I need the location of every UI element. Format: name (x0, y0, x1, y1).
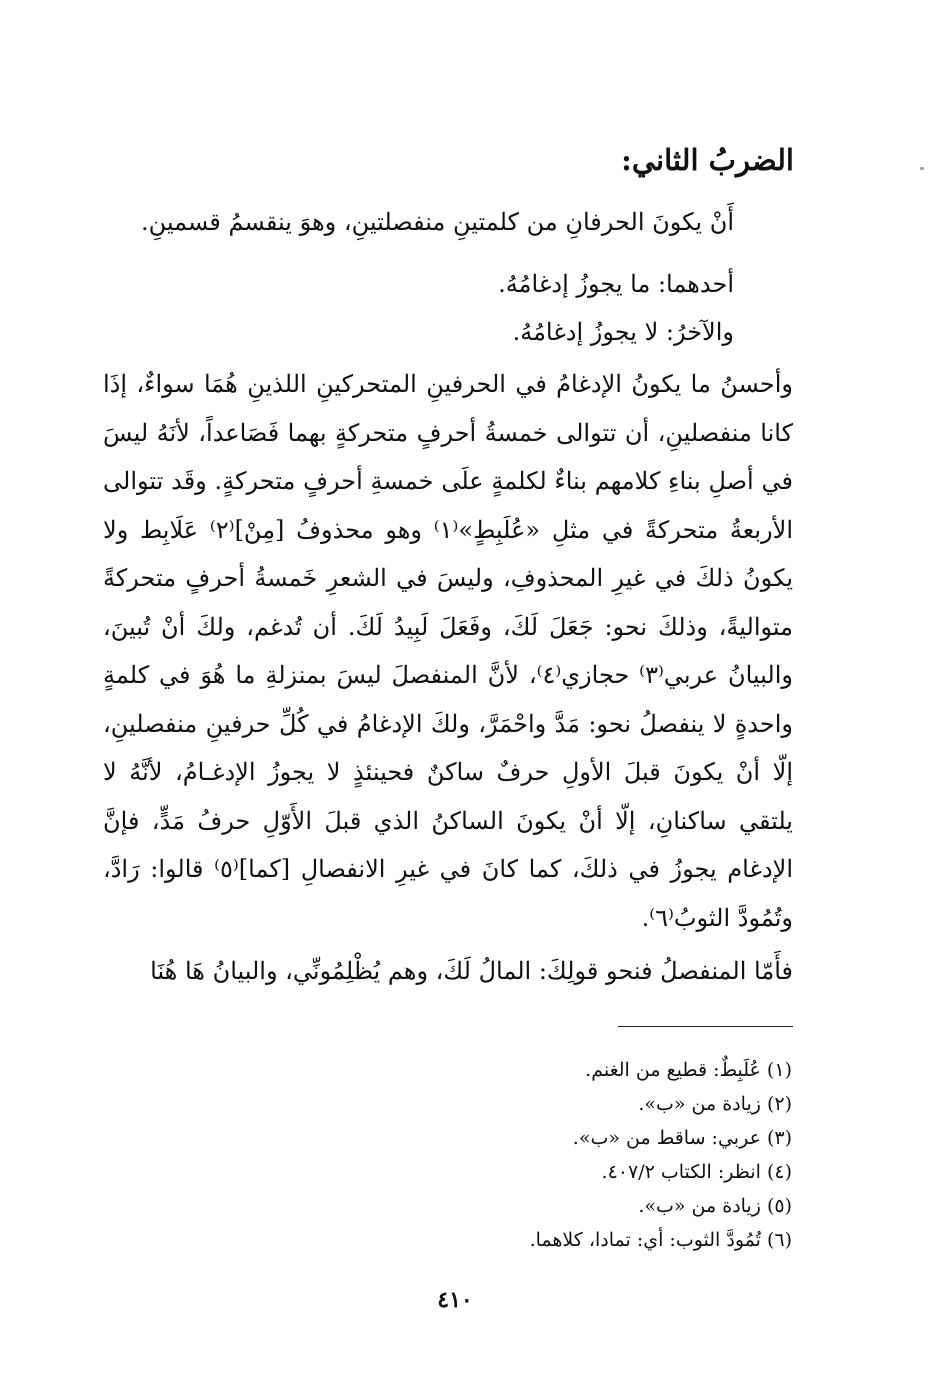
page-number: ٤١٠ (437, 1287, 473, 1313)
scan-speck (920, 167, 924, 170)
body-paragraph-main: وأحسنُ ما يكونُ الإدغامُ في الحرفينِ المتحركينِ اللذينِ هُمَا سواءٌ، إذَا كانا منفصلينِ، أن تتوالى خمسةُ أحرفٍ متحركةٍ بهما فَصَاعداً، لأنَهُ ليسَ في أصلِ بناءِ كلامهم بناءٌ لكلمةٍ علَى خمسةِ أحرفٍ متحركةٍ. وقَد تتوالى الأربعةُ متحركةً في مثلِ «عُلَبِطٍ»⁽١⁾ وهو محذوفُ [مِنْ]⁽٢⁾ عَلَابِط ولا يكونُ ذلكَ في غيرِ المحذوفِ، وليسَ في الشعرِ خَمسةُ أحرفٍ متحركةً متواليةً، وذلكَ نحو: جَعَلَ لَكَ، وفَعَلَ لَبِيدُ لَكَ. أن تُدغم، ولكَ أنْ تُبينَ، والبيانُ عربي⁽٣⁾ حجازي⁽٤⁾، لأنَّ المنفصلَ ليسَ بمنزلةِ ما هُوَ في كلمةٍ واحدةٍ لا ينفصلُ نحو: مَدَّ واحْمَرَّ، ولكَ الإدغامُ في كُلِّ حرفينِ منفصلينِ، إلّا أنْ يكونَ قبلَ الأولِ حرفٌ ساكنٌ فحينئذٍ لا يجوزُ الإدغـامُ، لأنَّهُ لا يلتقي ساكنانِ، إلّا أنْ يكونَ الساكنُ الذي قبلَ الأَوّلِ حرفُ مَدٍّ، فإنَّ الإدغام يجوزُ في ذلكَ، كما كانَ في غيرِ الانفصالِ [كما]⁽٥⁾ قالوا: رَادَّ، وتُمُودَّ الثوبُ⁽٦⁾. (103, 370, 794, 932)
footnote-item: (٢) زيادة من «ب». (638, 1093, 792, 1115)
footnote-divider (618, 1026, 793, 1027)
footnote-item: (٥) زيادة من «ب». (638, 1195, 792, 1217)
intro-line: أَنْ يكونَ الحرفانِ من كلمتينِ منفصلتينِ، وهوَ ينقسمُ قسمينِ. (140, 208, 734, 236)
list-item-second: والآخرُ: لا يجوزُ إدغامُهُ. (512, 318, 734, 346)
footnote-item: (٣) عربي: ساقط من «ب». (572, 1127, 792, 1149)
section-heading: الضربُ الثاني: (621, 143, 794, 177)
footnotes-list (232, 1053, 792, 1257)
footnote-item: (١) عُلَبِطٌ: قطيع من الغنم. (585, 1059, 792, 1081)
body-paragraph-continued: فأَمّا المنفصلُ فنحو قولِكَ: المالُ لَكَ، وهم يُظْلِمُونِّي، والبيانُ هَا هُنَا (150, 957, 793, 985)
footnote-item: (٦) تُمُودَّ الثوب: أي: تمادا، كلاهما. (529, 1229, 792, 1251)
list-item-first: أحدهما: ما يجوزُ إدغامُهُ. (498, 270, 734, 298)
footnote-item: (٤) انظر: الكتاب ٤٠٧/٢. (601, 1161, 792, 1183)
